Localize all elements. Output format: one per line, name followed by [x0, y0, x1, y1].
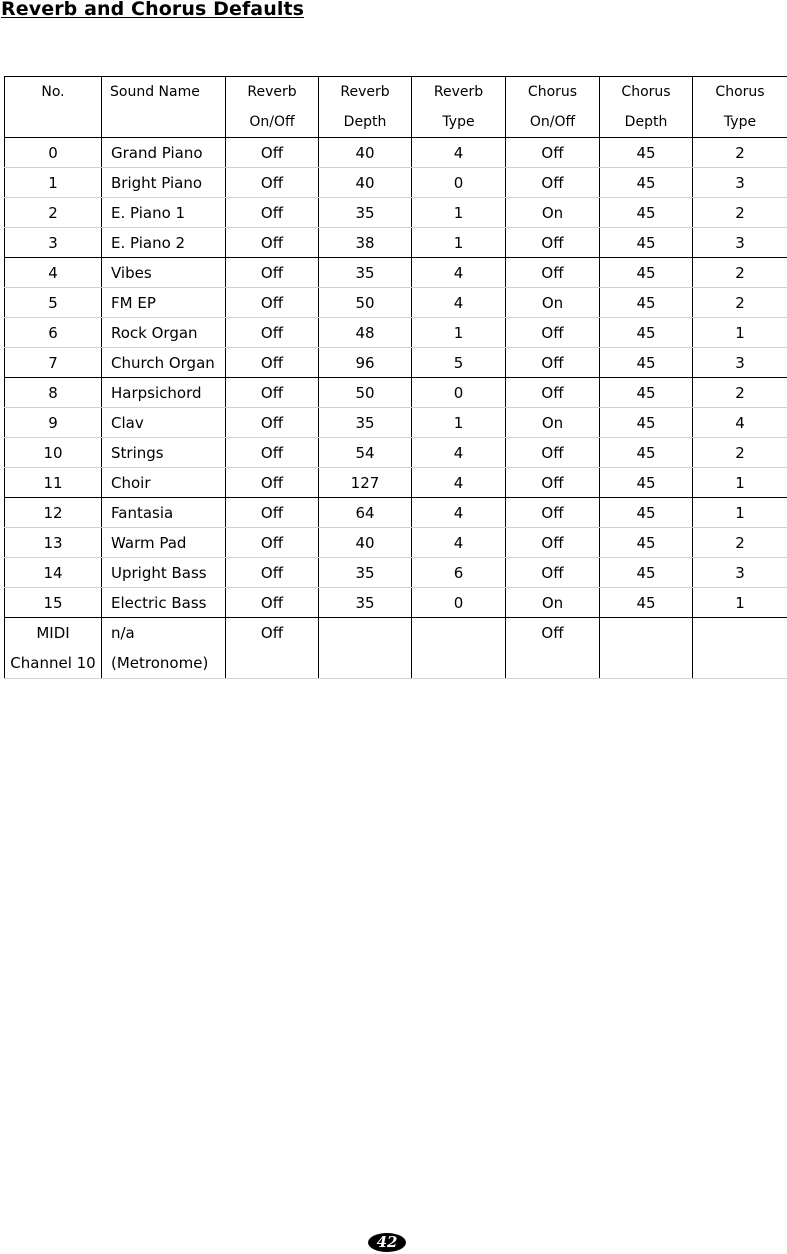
cell-reverb-depth: 48 — [319, 318, 412, 348]
cell-reverb-depth: 35 — [319, 558, 412, 588]
column-header-reverb-type-line-2: Type — [442, 114, 475, 130]
cell-reverb-type: 6 — [412, 558, 506, 588]
cell-no-line-2: Channel 10 — [10, 654, 96, 672]
cell-reverb-depth: 127 — [319, 468, 412, 498]
cell-reverb-depth: 64 — [319, 498, 412, 528]
cell-no: 13 — [5, 528, 102, 558]
cell-no: 1 — [5, 168, 102, 198]
column-header-reverb-depth — [319, 77, 412, 138]
column-header-chorus-type — [693, 77, 787, 138]
cell-chorus-type: 3 — [693, 558, 787, 588]
cell-no: 14 — [5, 558, 102, 588]
cell-chorus-on-off: Off — [506, 378, 600, 408]
table-row — [5, 228, 787, 258]
table-row — [5, 498, 787, 528]
cell-chorus-type: 3 — [693, 168, 787, 198]
page-number: 42 — [368, 1233, 406, 1252]
table-row — [5, 408, 787, 438]
table-row — [5, 468, 787, 498]
cell-reverb-depth: 35 — [319, 198, 412, 228]
cell-reverb-on-off: Off — [226, 228, 319, 258]
cell-reverb-depth: 50 — [319, 288, 412, 318]
cell-reverb-on-off: Off — [226, 558, 319, 588]
cell-chorus-depth: 45 — [600, 528, 693, 558]
column-header-reverb-on-off-line-1: Reverb — [247, 84, 297, 100]
cell-chorus-on-off: On — [506, 198, 600, 228]
cell-no: 8 — [5, 378, 102, 408]
cell-no: 10 — [5, 438, 102, 468]
cell-reverb-depth: 35 — [319, 408, 412, 438]
column-header-chorus-type-line-1: Chorus — [715, 84, 765, 100]
cell-chorus-type: 3 — [693, 228, 787, 258]
cell-sound-name: Strings — [102, 438, 226, 468]
cell-chorus-type: 2 — [693, 258, 787, 288]
cell-reverb-depth — [319, 618, 412, 679]
cell-reverb-type: 4 — [412, 498, 506, 528]
column-header-chorus-on-off-line-2: On/Off — [529, 114, 576, 130]
table-row — [5, 348, 787, 378]
cell-chorus-on-off: Off — [506, 318, 600, 348]
cell-chorus-on-off: Off — [506, 558, 600, 588]
column-header-reverb-type — [412, 77, 506, 138]
column-header-no-line-1: No. — [41, 84, 65, 100]
cell-reverb-depth: 96 — [319, 348, 412, 378]
cell-reverb-type: 1 — [412, 198, 506, 228]
cell-reverb-on-off: Off — [226, 438, 319, 468]
cell-sound-name: Bright Piano — [102, 168, 226, 198]
cell-chorus-on-off: Off — [506, 468, 600, 498]
column-header-chorus-type-line-2: Type — [723, 114, 757, 130]
cell-reverb-on-off: Off — [226, 528, 319, 558]
column-header-chorus-on-off — [506, 77, 600, 138]
cell-no: 0 — [5, 138, 102, 168]
table-body — [5, 138, 787, 679]
cell-reverb-type: 4 — [412, 438, 506, 468]
cell-no: 15 — [5, 588, 102, 618]
cell-chorus-depth: 45 — [600, 348, 693, 378]
cell-sound-name: Vibes — [102, 258, 226, 288]
cell-reverb-type: 4 — [412, 258, 506, 288]
cell-sound-name: Rock Organ — [102, 318, 226, 348]
column-header-reverb-on-off-line-2: On/Off — [249, 114, 295, 130]
cell-reverb-depth: 40 — [319, 528, 412, 558]
cell-chorus-on-off: Off — [506, 138, 600, 168]
cell-reverb-type: 4 — [412, 528, 506, 558]
cell-no: 4 — [5, 258, 102, 288]
cell-reverb-on-off: Off — [226, 498, 319, 528]
cell-reverb-on-off: Off — [226, 318, 319, 348]
cell-reverb-on-off: Off — [226, 618, 319, 679]
cell-chorus-on-off: Off — [506, 228, 600, 258]
cell-chorus-type: 1 — [693, 468, 787, 498]
cell-chorus-type: 2 — [693, 288, 787, 318]
column-header-reverb-depth-line-1: Reverb — [340, 84, 390, 100]
cell-chorus-depth: 45 — [600, 138, 693, 168]
table-row — [5, 138, 787, 168]
cell-sound-name-line-1: n/a — [111, 624, 135, 642]
cell-no: 3 — [5, 228, 102, 258]
cell-sound-name: Church Organ — [102, 348, 226, 378]
cell-chorus-type: 1 — [693, 588, 787, 618]
cell-no: 2 — [5, 198, 102, 228]
cell-sound-name: Fantasia — [102, 498, 226, 528]
cell-reverb-type: 0 — [412, 168, 506, 198]
cell-chorus-depth: 45 — [600, 258, 693, 288]
cell-reverb-on-off: Off — [226, 408, 319, 438]
column-header-chorus-depth — [600, 77, 693, 138]
cell-reverb-on-off: Off — [226, 288, 319, 318]
column-header-chorus-on-off-line-1: Chorus — [527, 84, 578, 100]
table-row — [5, 258, 787, 288]
column-header-no — [5, 77, 102, 138]
cell-chorus-on-off: On — [506, 408, 600, 438]
column-header-sound-name — [102, 77, 226, 138]
cell-reverb-type: 1 — [412, 318, 506, 348]
column-header-sound-name-line-2 — [110, 107, 225, 137]
column-header-no-line-2 — [5, 107, 101, 137]
cell-chorus-depth: 45 — [600, 588, 693, 618]
cell-reverb-depth: 35 — [319, 258, 412, 288]
cell-sound-name: Grand Piano — [102, 138, 226, 168]
cell-chorus-on-off: Off — [506, 258, 600, 288]
cell-reverb-type: 4 — [412, 138, 506, 168]
column-header-reverb-on-off — [226, 77, 319, 138]
cell-no — [5, 618, 102, 679]
cell-chorus-type: 2 — [693, 528, 787, 558]
cell-reverb-on-off: Off — [226, 468, 319, 498]
table-row — [5, 438, 787, 468]
cell-reverb-type: 1 — [412, 228, 506, 258]
cell-chorus-type: 2 — [693, 138, 787, 168]
cell-reverb-depth: 54 — [319, 438, 412, 468]
cell-reverb-on-off: Off — [226, 588, 319, 618]
cell-reverb-on-off: Off — [226, 138, 319, 168]
cell-reverb-type: 4 — [412, 468, 506, 498]
table-row — [5, 318, 787, 348]
cell-sound-name — [102, 618, 226, 679]
cell-chorus-depth: 45 — [600, 228, 693, 258]
cell-chorus-type: 4 — [693, 408, 787, 438]
cell-chorus-type: 2 — [693, 378, 787, 408]
cell-chorus-type: 1 — [693, 318, 787, 348]
table-header-row — [5, 77, 787, 138]
cell-no: 5 — [5, 288, 102, 318]
cell-chorus-depth: 45 — [600, 318, 693, 348]
cell-sound-name: Electric Bass — [102, 588, 226, 618]
cell-chorus-depth: 45 — [600, 438, 693, 468]
cell-chorus-type: 2 — [693, 198, 787, 228]
page-heading: Reverb and Chorus Defaults — [1, 0, 305, 20]
table-row — [5, 288, 787, 318]
cell-sound-name-line-2: (Metronome) — [111, 654, 209, 672]
cell-chorus-type — [693, 618, 787, 679]
cell-reverb-on-off: Off — [226, 378, 319, 408]
cell-reverb-depth: 40 — [319, 168, 412, 198]
cell-chorus-type: 1 — [693, 498, 787, 528]
table-row — [5, 528, 787, 558]
cell-chorus-on-off: Off — [506, 618, 600, 679]
cell-reverb-depth: 50 — [319, 378, 412, 408]
table-row — [5, 588, 787, 618]
cell-reverb-type: 4 — [412, 288, 506, 318]
table-row-midi-channel-10 — [5, 618, 787, 679]
column-header-chorus-depth-line-1: Chorus — [621, 84, 671, 100]
cell-chorus-on-off: On — [506, 588, 600, 618]
reverb-chorus-defaults-table — [4, 76, 787, 679]
cell-reverb-type — [412, 618, 506, 679]
cell-chorus-depth: 45 — [600, 198, 693, 228]
cell-reverb-depth: 35 — [319, 588, 412, 618]
cell-chorus-type: 2 — [693, 438, 787, 468]
column-header-sound-name-line-1: Sound Name — [110, 84, 200, 100]
cell-chorus-on-off: Off — [506, 498, 600, 528]
table-row — [5, 168, 787, 198]
cell-chorus-depth: 45 — [600, 168, 693, 198]
cell-reverb-type: 0 — [412, 588, 506, 618]
cell-reverb-on-off: Off — [226, 258, 319, 288]
column-header-reverb-depth-line-2: Depth — [343, 114, 387, 130]
cell-sound-name: FM EP — [102, 288, 226, 318]
cell-no: 9 — [5, 408, 102, 438]
cell-chorus-on-off: Off — [506, 528, 600, 558]
cell-chorus-on-off: On — [506, 288, 600, 318]
cell-chorus-type: 3 — [693, 348, 787, 378]
cell-chorus-depth: 45 — [600, 468, 693, 498]
cell-chorus-on-off: Off — [506, 348, 600, 378]
cell-sound-name: Warm Pad — [102, 528, 226, 558]
cell-no: 12 — [5, 498, 102, 528]
cell-sound-name: Choir — [102, 468, 226, 498]
cell-reverb-type: 5 — [412, 348, 506, 378]
cell-chorus-depth: 45 — [600, 378, 693, 408]
cell-sound-name: Harpsichord — [102, 378, 226, 408]
cell-no: 7 — [5, 348, 102, 378]
cell-reverb-on-off: Off — [226, 168, 319, 198]
cell-chorus-depth: 45 — [600, 498, 693, 528]
cell-reverb-depth: 38 — [319, 228, 412, 258]
cell-no: 11 — [5, 468, 102, 498]
cell-chorus-depth: 45 — [600, 408, 693, 438]
cell-sound-name: E. Piano 1 — [102, 198, 226, 228]
cell-chorus-depth — [600, 618, 693, 679]
cell-sound-name: Upright Bass — [102, 558, 226, 588]
column-header-reverb-type-line-1: Reverb — [433, 84, 484, 100]
cell-chorus-depth: 45 — [600, 288, 693, 318]
table-row — [5, 378, 787, 408]
cell-reverb-on-off: Off — [226, 348, 319, 378]
cell-chorus-on-off: Off — [506, 438, 600, 468]
cell-chorus-on-off: Off — [506, 168, 600, 198]
cell-no: 6 — [5, 318, 102, 348]
table-row — [5, 558, 787, 588]
cell-reverb-type: 0 — [412, 378, 506, 408]
cell-chorus-depth: 45 — [600, 558, 693, 588]
cell-no-line-1: MIDI — [36, 624, 70, 642]
cell-sound-name: E. Piano 2 — [102, 228, 226, 258]
cell-sound-name: Clav — [102, 408, 226, 438]
cell-reverb-depth: 40 — [319, 138, 412, 168]
cell-reverb-type: 1 — [412, 408, 506, 438]
table-row — [5, 198, 787, 228]
cell-reverb-on-off: Off — [226, 198, 319, 228]
column-header-chorus-depth-line-2: Depth — [624, 114, 668, 130]
